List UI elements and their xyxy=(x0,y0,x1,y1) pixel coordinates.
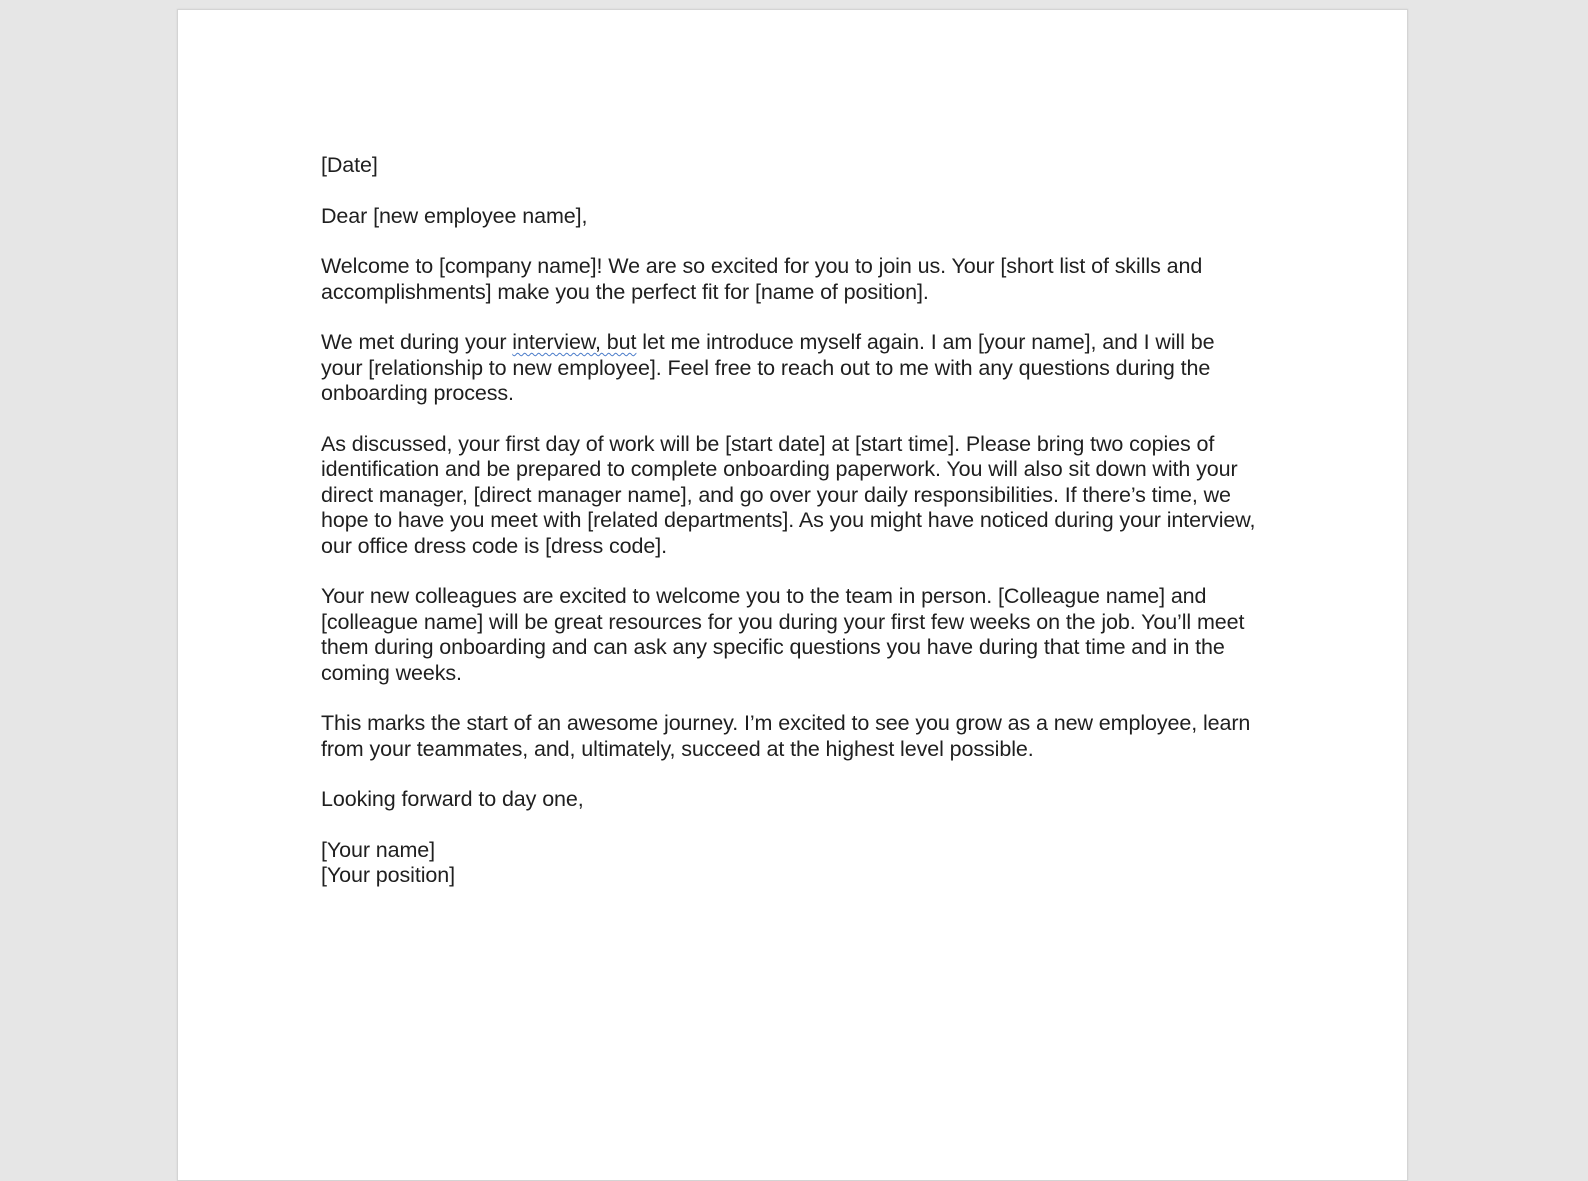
document-page[interactable] xyxy=(177,9,1408,1181)
grammar-flagged-text[interactable]: interview, but xyxy=(512,330,637,354)
introduction-text-end: let me introduce myself again. I am [your name], and I will be your [relationship to new employee]. Feel free to reach out to me with any questions during the onboarding process. xyxy=(321,330,1215,405)
introduction-text-start: We met during your xyxy=(321,330,513,354)
letter-paragraph-introduction[interactable] xyxy=(321,330,1261,407)
letter-paragraph-first-day[interactable]: As discussed, your first day of work will be [start date] at [start time]. Please bring two copies of identification and be prepared to complete onboarding paperwork. You will also sit down with your direct manager, [direct manager name], and go over your daily responsibilities. If there’s time, we hope to have you meet with [related departments]. As you might have noticed during your interview, our office dress code is [dress code]. xyxy=(321,431,1256,558)
signature-name[interactable]: [Your name] xyxy=(321,837,436,862)
signature-position[interactable]: [Your position] xyxy=(321,863,455,887)
letter-paragraph-journey[interactable]: This marks the start of an awesome journey. I’m excited to see you grow as a new employee, learn from your teammates, and, ultimately, succeed at the highest level possible. xyxy=(321,711,1251,761)
letter-paragraph-colleagues[interactable]: Your new colleagues are excited to welcome you to the team in person. [Colleague name] and [colleague name] will be great resources for you during your first few weeks on the job. You’ll meet them during onboarding and can ask any specific questions you have during that time and in the coming weeks. xyxy=(321,584,1245,685)
letter-closing[interactable]: Looking forward to day one, xyxy=(321,787,584,811)
letter-date[interactable]: [Date] xyxy=(321,153,378,177)
letter-salutation[interactable]: Dear [new employee name], xyxy=(321,203,588,228)
letter-paragraph-welcome[interactable]: Welcome to [company name]! We are so excited for you to join us. Your [short list of skills and accomplishments] make you the perfect fit for [name of position]. xyxy=(321,254,1203,304)
letter-body[interactable] xyxy=(321,153,1261,889)
